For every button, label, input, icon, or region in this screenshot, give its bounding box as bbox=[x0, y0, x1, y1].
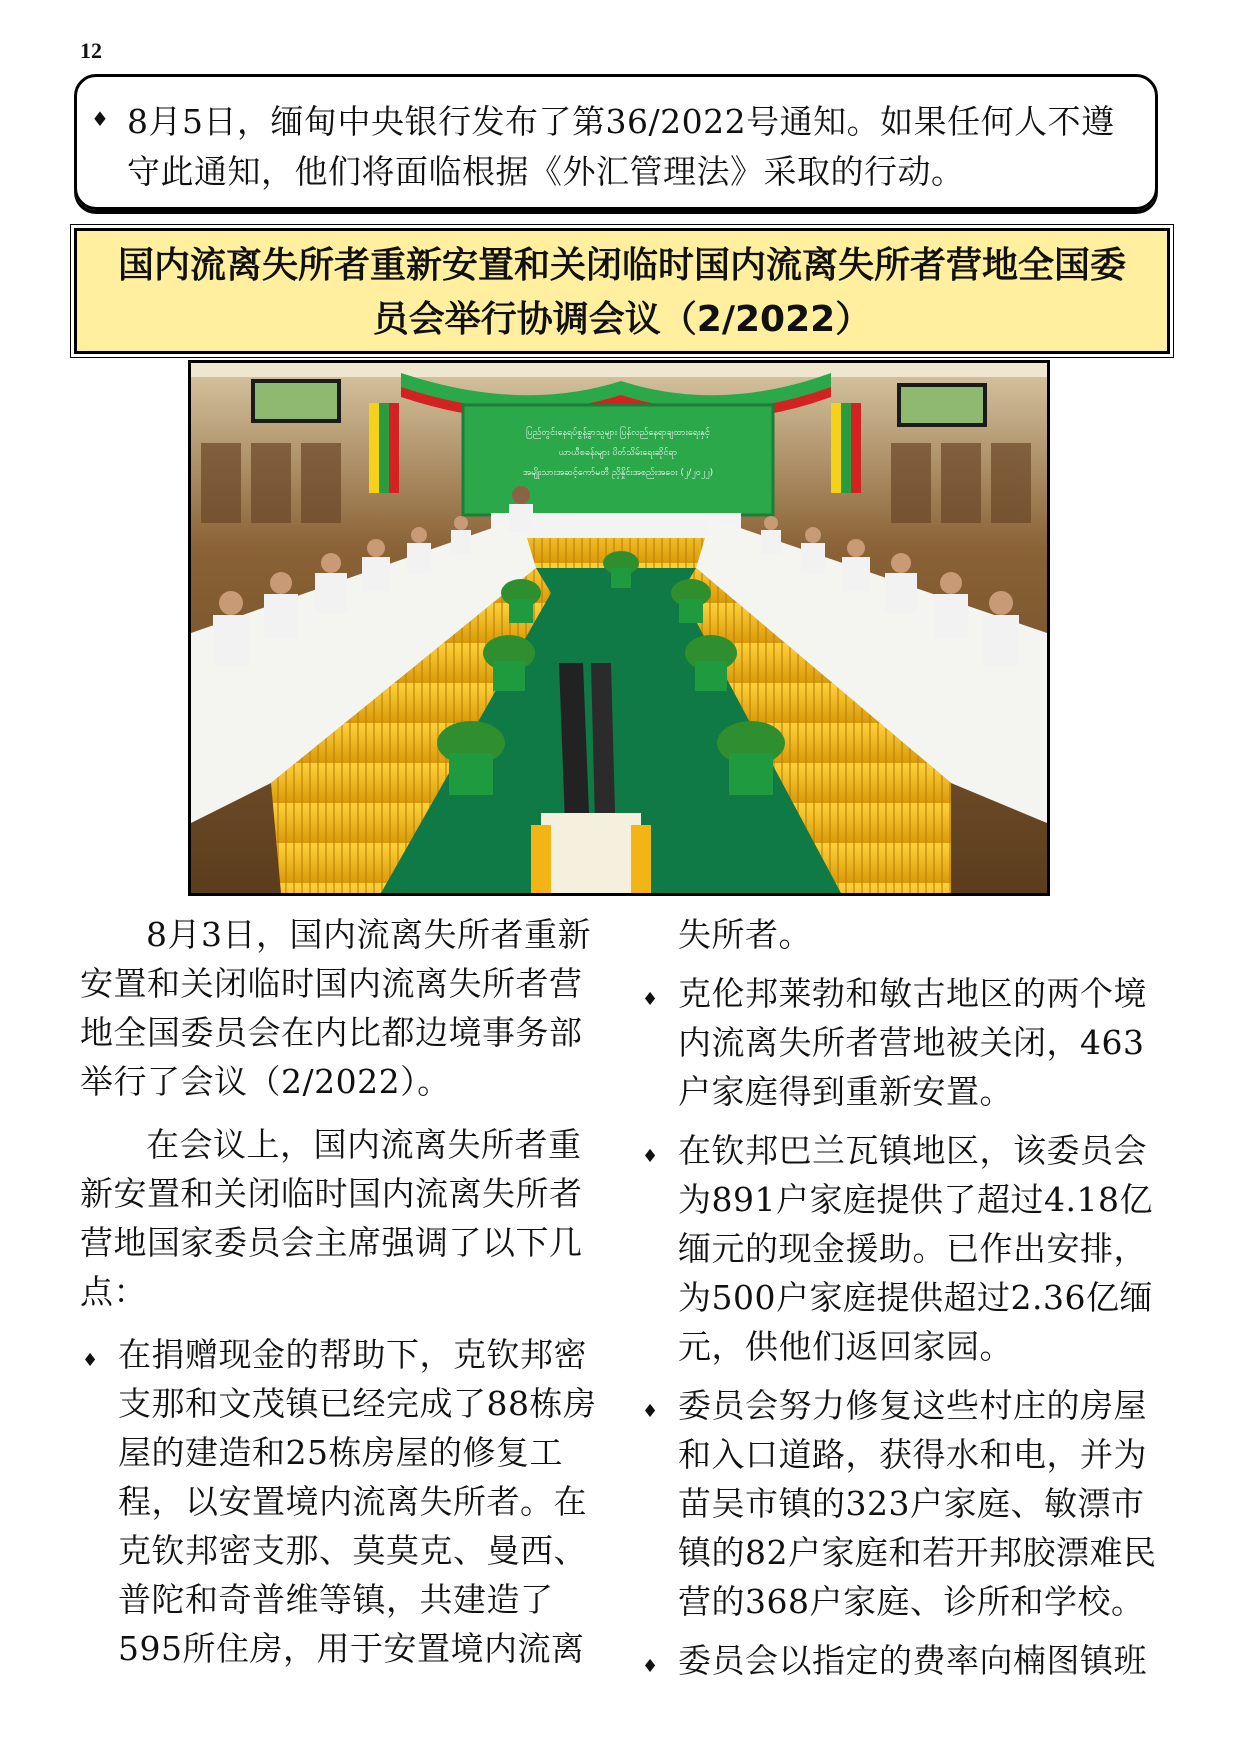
right-bullet-list bbox=[640, 969, 1160, 1685]
left-bullet-list bbox=[80, 1330, 600, 1673]
left-paragraph-2: 在会议上，国内流离失所者重新安置和关闭临时国内流离失所者营地国家委员会主席强调了以下几点： bbox=[80, 1125, 583, 1311]
headline-banner bbox=[74, 228, 1170, 354]
meeting-photo-illustration bbox=[191, 363, 1047, 893]
page-number: 12 bbox=[80, 38, 102, 63]
screen-text-2: ယာယီစခန်းများ ပိတ်သိမ်းရေးဆိုင်ရာ bbox=[558, 448, 678, 458]
notice-text: 8月5日，缅甸中央银行发布了第36/2022号通知。如果任何人不遵守此通知，他们将面临根据《外汇管理法》采取的行动。 bbox=[127, 102, 1115, 191]
left-column bbox=[80, 910, 600, 1683]
headline-line-1: 国内流离失所者重新安置和关闭临时国内流离失所者营地全国委 bbox=[117, 245, 1126, 286]
left-bullet-item: ♦ 在捐赠现金的帮助下，克钦邦密支那和文茂镇已经完成了88栋房屋的建造和25栋房屋的修复工程，以安置境内流离失所者。在克钦邦密支那、莫莫克、曼西、普陀和奇普维等镇，共建造了595所住房，用于安置境内流离 bbox=[80, 1330, 600, 1673]
notice-bullet-icon: ♦ bbox=[91, 107, 109, 131]
right-column bbox=[640, 910, 1160, 1695]
right-bullet-item: ♦ 克伦邦莱勃和敏古地区的两个境内流离失所者营地被关闭，463户家庭得到重新安置。 bbox=[640, 969, 1160, 1116]
screen-text-1: ပြည်တွင်းနေရပ်စွန့်ခွာသူများ ပြန်လည်နေရာချထားရေးနှင့် bbox=[526, 428, 710, 438]
headline-line-2: 员会举行协调会议（2/2022） bbox=[372, 299, 872, 340]
left-paragraph-1: 8月3日，国内流离失所者重新安置和关闭临时国内流离失所者营地全国委员会在内比都边境事务部举行了会议（2/2022）。 bbox=[80, 915, 591, 1101]
right-bullet-item: ♦ 委员会努力修复这些村庄的房屋和入口道路，获得水和电，并为苗吴市镇的323户家庭、敏漂市镇的82户家庭和若开邦胶漂难民营的368户家庭、诊所和学校。 bbox=[640, 1381, 1160, 1626]
right-bullet-item: ♦ 在钦邦巴兰瓦镇地区，该委员会为891户家庭提供了超过4.18亿缅元的现金援助。已作出安排，为500户家庭提供超过2.36亿缅元，供他们返回家园。 bbox=[640, 1126, 1160, 1371]
meeting-photo bbox=[188, 360, 1050, 896]
screen-text-3: အမျိုးသားအဆင့်ကော်မတီ ညှိနှိုင်းအစည်းအဝေး (၂/၂၀၂၂) bbox=[522, 468, 714, 478]
right-bullet-item: ♦ 委员会以指定的费率向楠图镇班 bbox=[640, 1636, 1160, 1685]
right-continuation: 失所者。 bbox=[678, 915, 812, 954]
notice-box bbox=[74, 74, 1158, 210]
